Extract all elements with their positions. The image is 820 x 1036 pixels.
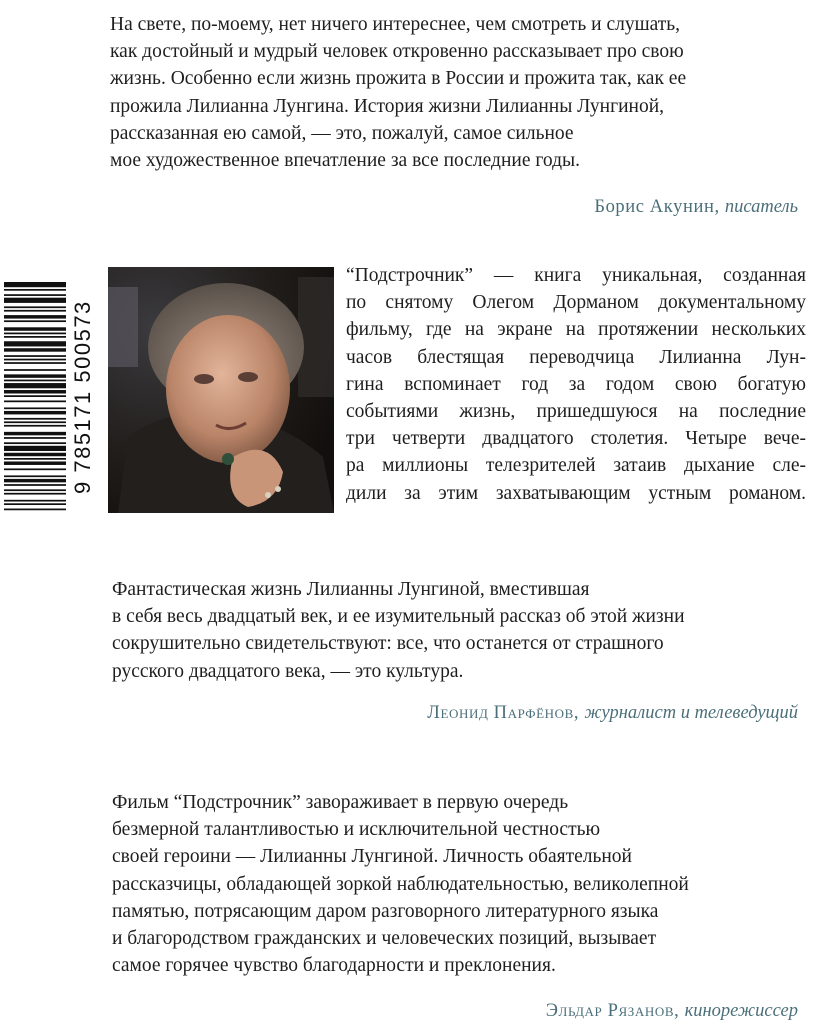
author-role: кинорежиссер: [684, 1001, 798, 1021]
barcode-bar: [4, 400, 66, 402]
barcode-bar: [4, 320, 66, 322]
barcode-bar: [4, 442, 66, 444]
barcode-bar: [4, 306, 66, 308]
barcode-bar: [4, 493, 66, 495]
quote-parfenov: Фантастическая жизнь Лилианны Лунгиной, вместившая в себя весь двадцатый век, и ее изумительный рассказ об этой жизни сокрушительно свидетельствуют: все, что останется от страшного русского двадцатого века, — это культура.: [112, 579, 685, 682]
barcode-bar: [4, 336, 66, 338]
barcode-bar: [4, 484, 66, 486]
book-description: “Подстрочник” — книга уникальная, созданная по снятому Олегом Дорманом документальному фильму, где на экране на протяжении нескольких часов блестящая переводчица Лилианна Лун- гина вспоминает год за годом свою богатую событиями жизнь, пришедшуюся на последние три четверти двадцатого столетия. Четыре вече- ра миллионы телезрителей затаив дыхание сле- дили за этим захватывающим устным романом.: [346, 265, 806, 504]
attribution-ryazanov: [546, 1001, 798, 1022]
barcode-bar: [4, 395, 66, 397]
barcode-bar: [4, 425, 66, 427]
barcode-bar: [4, 380, 66, 382]
barcode-bar: [4, 282, 66, 287]
barcode-bar: [4, 348, 66, 351]
barcode-bar: [4, 468, 66, 470]
quote-ryazanov: Фильм “Подстрочник” завораживает в первую очередь безмерной талантливостью и исключительной честностью своей героини — Лилианны Лунгиной. Личность обаятельной рассказчицы, обладающей зоркой наблюдательностью, великолепной памятью, потрясающим даром разговорного литературного языка и благородством гражданских и человеческих позиций, вызывает самое горячее чувство благодарности и преклонения.: [112, 792, 689, 977]
barcode-bar: [4, 509, 66, 511]
barcode-bar: [4, 458, 66, 460]
attribution-akunin: [594, 197, 798, 218]
barcode-bar: [4, 461, 66, 464]
barcode-bar: [4, 355, 66, 357]
author-role: журналист и телеведущий: [584, 703, 798, 723]
barcode-bar: [4, 362, 66, 364]
barcode-bar: [4, 446, 66, 451]
barcode-bar: [4, 479, 66, 482]
barcode-bar: [4, 341, 66, 346]
author-name: Борис Акунин,: [594, 197, 720, 217]
barcode-bar: [4, 359, 66, 361]
barcode-bar: [4, 390, 66, 393]
isbn-number: 9 785171 500573: [70, 300, 95, 494]
barcode-bar: [4, 327, 66, 330]
barcode-bar: [4, 489, 66, 491]
barcode-bar: [4, 437, 66, 439]
barcode-bar: [4, 315, 66, 318]
author-role: писатель: [724, 197, 798, 217]
barcode-bar: [4, 383, 66, 388]
author-portrait-photo: [108, 267, 334, 513]
barcode-bar: [4, 374, 66, 377]
portrait-illustration: [108, 267, 334, 513]
barcode-bar: [4, 289, 66, 291]
barcode-bar: [4, 418, 66, 420]
attribution-parfenov: [427, 703, 798, 724]
barcode-bar: [4, 333, 66, 335]
barcode-bar: [4, 475, 66, 477]
barcode-bar: [4, 421, 66, 423]
author-name: Леонид Парфёнов,: [427, 703, 580, 723]
barcode-bar: [4, 310, 66, 312]
barcode-bar: [4, 407, 66, 409]
barcode-bar: [4, 500, 66, 502]
barcode-bar: [4, 503, 66, 505]
barcode-bar: [4, 294, 66, 296]
barcode-bar: [4, 369, 66, 371]
barcode-bar: [4, 298, 66, 303]
barcode-bar: [4, 453, 66, 456]
quote-akunin: На свете, по-моему, нет ничего интереснее, чем смотреть и слушать, как достойный и мудрый человек откровенно рассказывает про свою жизнь. Особенно если жизнь прожита в России и прожита так, как ее прожила Лилианна Лунгина. История жизни Лилианны Лунгиной, рассказанная ею самой, — это, пожалуй, самое сильное мое художественное впечатление за все последние годы.: [110, 14, 687, 172]
barcode-bar: [4, 432, 66, 435]
author-name: Эльдар Рязанов,: [545, 1001, 680, 1021]
barcode-bar: [4, 411, 66, 414]
